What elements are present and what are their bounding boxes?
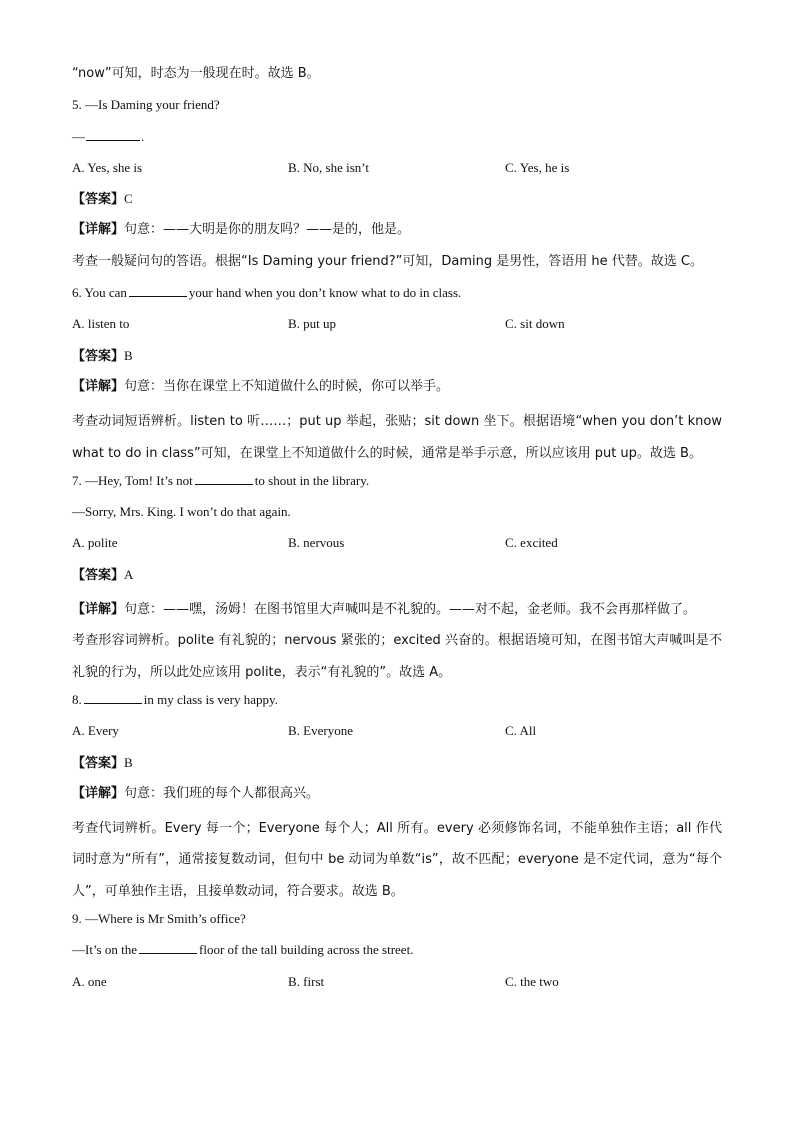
q6-stem-end: your hand when you don’t know what to do in class. bbox=[188, 285, 462, 301]
q6-options bbox=[72, 312, 722, 343]
q8-detail bbox=[72, 782, 722, 813]
answer-letter: A bbox=[124, 566, 134, 582]
q5-answer bbox=[72, 187, 722, 218]
detail-tag: 【详解】 bbox=[72, 602, 125, 618]
q6-stem bbox=[72, 281, 722, 312]
detail-text: 句意：我们班的每个人都很高兴。 bbox=[124, 785, 320, 801]
q8-stem-start: 8. bbox=[72, 691, 82, 707]
q7-answer bbox=[72, 563, 722, 594]
q8-option-c: C. All bbox=[505, 723, 537, 739]
q9-option-a: A. one bbox=[72, 973, 107, 989]
q7-stem-end: to shout in the library. bbox=[254, 472, 370, 488]
document-page bbox=[72, 62, 722, 1001]
answer-tag: 【答案】 bbox=[72, 192, 125, 208]
q9-options bbox=[72, 970, 722, 1001]
q6-stem-start: 6. You can bbox=[72, 285, 127, 301]
answer-blank bbox=[129, 284, 187, 297]
answer-letter: B bbox=[124, 347, 133, 363]
q7-stem bbox=[72, 469, 722, 500]
q9-stem: 9. —Where is Mr Smith’s office? bbox=[72, 911, 246, 927]
q7-option-c: C. excited bbox=[505, 535, 558, 551]
q7-reply: —Sorry, Mrs. King. I won’t do that again. bbox=[72, 504, 291, 520]
q6-option-b: B. put up bbox=[288, 316, 337, 332]
q6-option-a: A. listen to bbox=[72, 316, 130, 332]
q9-option-c: C. the two bbox=[505, 973, 559, 989]
q5-reply bbox=[72, 125, 722, 156]
previous-explanation-tail: “now”可知，时态为一般现在时。故选 B。 bbox=[72, 66, 320, 81]
q6-answer bbox=[72, 344, 722, 375]
q5-detail bbox=[72, 218, 722, 249]
answer-blank bbox=[195, 472, 253, 485]
answer-tag: 【答案】 bbox=[72, 348, 125, 364]
detail-text: 句意：——大明是你的朋友吗？——是的，他是。 bbox=[124, 222, 411, 238]
answer-blank bbox=[86, 128, 140, 141]
q5-reply-end: . bbox=[141, 128, 145, 144]
q8-option-a: A. Every bbox=[72, 723, 119, 739]
q5-reply-dash: — bbox=[72, 128, 85, 144]
q5-stem: 5. —Is Daming your friend? bbox=[72, 97, 220, 113]
detail-text: 句意：当你在课堂上不知道做什么的时候，你可以举手。 bbox=[124, 378, 450, 394]
q5-analysis: 考查一般疑问句的答语。根据“Is Daming your friend?”可知，Daming 是男性，答语用 he 代替。故选 C。 bbox=[72, 253, 703, 269]
q5-options bbox=[72, 156, 722, 187]
answer-tag: 【答案】 bbox=[72, 567, 125, 583]
answer-blank bbox=[84, 691, 142, 704]
q7-options bbox=[72, 531, 722, 562]
q6-detail bbox=[72, 375, 722, 406]
answer-blank bbox=[139, 941, 197, 954]
q7-option-a: A. polite bbox=[72, 535, 118, 551]
detail-tag: 【详解】 bbox=[72, 378, 125, 394]
q8-answer bbox=[72, 751, 722, 782]
answer-tag: 【答案】 bbox=[72, 755, 125, 771]
q6-analysis: 考查动词短语辨析。listen to 听……；put up 举起，张贴；sit down 坐下。根据语境“when you don’t know what to do in class”可知，在课堂上不知道做什么的时候，通常是举手示意，所以应该用 put up。故选 B。 bbox=[72, 414, 722, 461]
detail-tag: 【详解】 bbox=[72, 222, 125, 238]
q5-option-b: B. No, she isn’t bbox=[288, 159, 370, 175]
detail-tag: 【详解】 bbox=[72, 785, 125, 801]
q7-stem-start: 7. —Hey, Tom! It’s not bbox=[72, 472, 193, 488]
q9-option-b: B. first bbox=[288, 973, 325, 989]
q7-option-b: B. nervous bbox=[288, 535, 345, 551]
q7-analysis: 考查形容词辨析。polite 有礼貌的；nervous 紧张的；excited 兴奋的。根据语境可知，在图书馆大声喊叫是不礼貌的行为，所以此处应该用 polite，表示“有礼貌的”。故选 A。 bbox=[72, 633, 722, 680]
q8-option-b: B. Everyone bbox=[288, 723, 353, 739]
q9-reply bbox=[72, 938, 722, 969]
q8-stem-end: in my class is very happy. bbox=[143, 691, 278, 707]
answer-letter: B bbox=[124, 754, 133, 770]
q8-stem bbox=[72, 688, 722, 719]
q5-option-c: C. Yes, he is bbox=[505, 159, 570, 175]
q8-options bbox=[72, 719, 722, 750]
q7-detail bbox=[72, 594, 722, 625]
q6-option-c: C. sit down bbox=[505, 316, 565, 332]
q8-analysis: 考查代词辨析。Every 每一个；Everyone 每个人；All 所有。every 必须修饰名词，不能单独作主语；all 作代词时意为“所有”，通常接复数动词，但句中 be 动词为单数“is”，故不匹配；everyone 是不定代词，意为“每个人”，可单独作主语，且接单数动词，符合要求。故选 B。 bbox=[72, 821, 722, 899]
q9-reply-start: —It’s on the bbox=[72, 942, 137, 958]
detail-text: 句意：——嘿，汤姆！在图书馆里大声喊叫是不礼貌的。——对不起，金老师。我不会再那样做了。 bbox=[124, 602, 697, 618]
q5-option-a: A. Yes, she is bbox=[72, 159, 143, 175]
q9-reply-end: floor of the tall building across the street. bbox=[199, 942, 414, 958]
answer-letter: C bbox=[124, 191, 133, 207]
